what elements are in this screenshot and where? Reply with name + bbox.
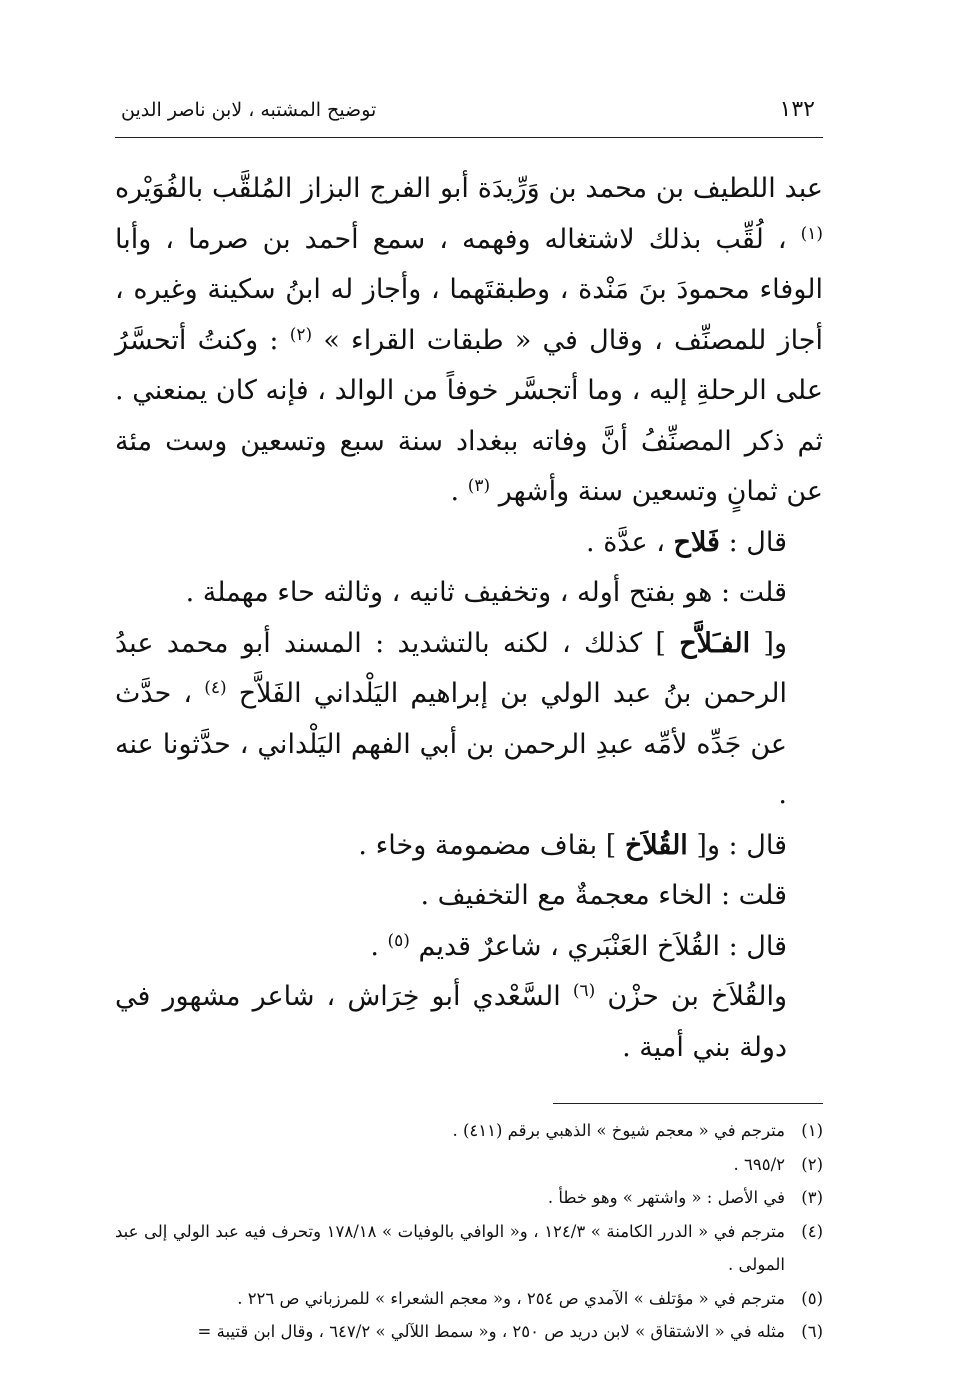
footnote bbox=[115, 1148, 823, 1182]
footnote-ref-6: (٦) bbox=[572, 981, 596, 1001]
text-run: قال : و[ bbox=[696, 829, 787, 861]
footnote-text: مثله في « الاشتقاق » لابن دريد ص ٢٥٠ ، و« سمط اللآلي » ٦٤٧/٢ ، وقال ابن قتيبة = bbox=[197, 1322, 785, 1341]
page-number: ١٣٢ bbox=[779, 97, 815, 122]
footnote bbox=[115, 1215, 823, 1282]
footnote-text: مترجم في « مؤتلف » الآمدي ص ٢٥٤ ، و« معجم الشعراء » للمرزباني ص ٢٢٦ . bbox=[237, 1288, 785, 1308]
headword: الفـَلاَّح bbox=[679, 627, 751, 659]
footnote-ref-4: (٤) bbox=[204, 678, 227, 698]
paragraph-qulakh bbox=[115, 821, 823, 872]
text-run: و[ bbox=[763, 627, 787, 659]
footnote-separator bbox=[553, 1103, 823, 1104]
footnote-text: مترجم في « معجم شيوخ » الذهبي برقم (٤١١) . bbox=[452, 1121, 785, 1140]
text-run: ] بقاف مضمومة وخاء . bbox=[358, 829, 617, 861]
text-run: ، لُقِّب بذلك لاشتغاله وفهمه ، سمع أحمد بن صرما ، وأبا الوفاء محمودَ بنَ مَنْدة ، وطبقتَهما ، وأجاز له ابنُ سكينة وغيره ، أجاز للمصنِّف ، وقال في « طبقات القراء » bbox=[115, 223, 823, 356]
footnote bbox=[115, 1315, 823, 1349]
footnote bbox=[115, 1114, 823, 1148]
paragraph-fallah bbox=[115, 619, 823, 821]
footnote-number: (٤) bbox=[801, 1221, 823, 1241]
footnote-number: (٦) bbox=[801, 1322, 823, 1341]
footnote-number: (١) bbox=[801, 1121, 823, 1140]
footnote-number: (٢) bbox=[801, 1154, 823, 1174]
text-run: . bbox=[450, 476, 460, 507]
footnotes bbox=[115, 1114, 823, 1349]
paragraph-note-falah: قلت : هو بفتح أوله ، وتخفيف ثانيه ، وثالثه حاء مهملة . bbox=[185, 577, 787, 608]
text-run: قال : القُلاَخ العَنْبَري ، شاعرٌ قديم bbox=[418, 930, 787, 962]
running-title: توضيح المشتبه ، لابن ناصر الدين bbox=[121, 99, 377, 121]
footnote bbox=[115, 1282, 823, 1316]
paragraph-fuwayra bbox=[115, 164, 823, 518]
paragraph-note-qulakh: قلت : الخاء معجمةٌ مع التخفيف . bbox=[420, 880, 787, 911]
text-run: قال : bbox=[728, 526, 787, 558]
footnote-ref-5: (٥) bbox=[387, 930, 410, 951]
footnote-text: مترجم في « الدرر الكامنة » ١٢٤/٣ ، و« الوافي بالوفيات » ١٧٨/١٨ وتحرف فيه عبد الولي إلى عبد المولى . bbox=[115, 1221, 785, 1274]
main-text bbox=[115, 164, 823, 1073]
footnote-text: ٦٩٥/٢ . bbox=[733, 1154, 785, 1174]
text-run: ، عدَّة . bbox=[586, 526, 665, 558]
footnote-text: في الأصل : « واشتهر » وهو خطأ . bbox=[547, 1188, 785, 1207]
text-run: ] كذلك ، لكنه بالتشديد : المسند أبو محمد عبدُ الرحمن بنُ عبد الولي بن إبراهيم اليَلْداني الفَلاَّح bbox=[115, 627, 787, 709]
footnote-ref-2: (٢) bbox=[289, 324, 313, 345]
text-run: . bbox=[370, 930, 379, 962]
paragraph-falah bbox=[115, 518, 823, 569]
text-run: والقُلاَخ بن حزْن bbox=[607, 981, 787, 1012]
footnote-number: (٣) bbox=[801, 1188, 823, 1207]
text-run: عبد اللطيف بن محمد بن وَرِّيدَة أبو الفرج البزاز المُلقَّب بالفُوَيْره bbox=[115, 173, 823, 204]
headword: القُلاَخ bbox=[624, 829, 688, 861]
footnote bbox=[115, 1181, 823, 1215]
footnote-ref-3: (٣) bbox=[467, 476, 491, 496]
paragraph-qulakh-hazn bbox=[115, 972, 823, 1073]
headword: فَلاح bbox=[673, 526, 720, 558]
text-run: ، حدَّث عن جَدِّه لأمِّه عبدِ الرحمن بن أبي الفهم اليَلْداني ، حدَّثونا عنه . bbox=[115, 678, 787, 810]
text-run: السَّعْدي أبو خِرَاش ، شاعر مشهور في دولة بني أمية . bbox=[115, 981, 787, 1063]
text-run: : وكنتُ أتحسَّرُ على الرحلةِ إليه ، وما أتجسَّر خوفاً من الوالد ، فإنه كان يمنعني . ثم ذكر المصنِّفُ أنَّ وفاته ببغداد سنة سبع وتسعين وست مئة عن ثمانٍ وتسعين سنة وأشهر bbox=[115, 324, 823, 507]
paragraph-anbari bbox=[115, 922, 823, 973]
footnote-ref-1: (١) bbox=[800, 223, 823, 244]
footnote-number: (٥) bbox=[801, 1288, 823, 1308]
page-header bbox=[115, 85, 823, 138]
book-page bbox=[115, 85, 823, 1341]
